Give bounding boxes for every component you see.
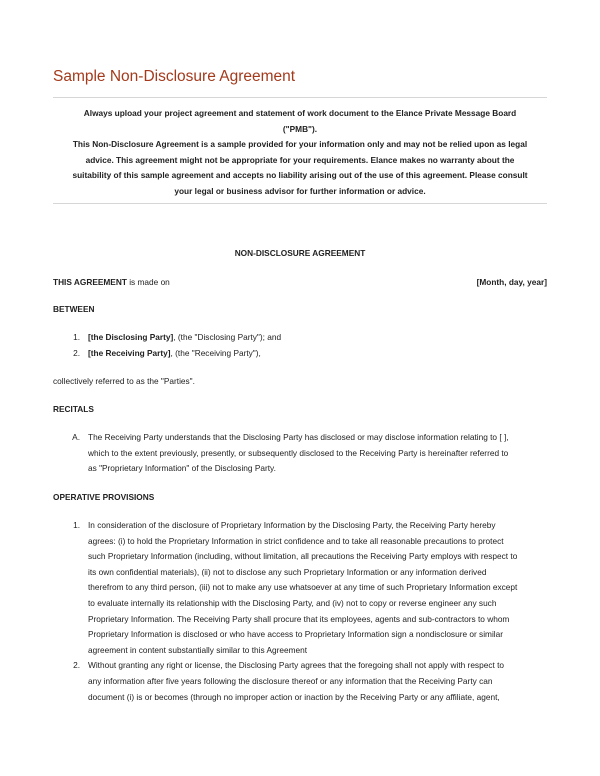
- paragraph-line: The Receiving Party understands that the Disclosing Party has disclosed or may disclose information relating to [ ],: [88, 432, 509, 442]
- list-item: [66, 658, 550, 705]
- party-name: [the Disclosing Party]: [88, 332, 174, 342]
- list-item: [66, 518, 550, 658]
- list-number: 1.: [73, 520, 80, 530]
- paragraph-line: Without granting any right or license, the Disclosing Party agrees that the foregoing shall not apply with respect to: [88, 660, 504, 671]
- paragraph-line: such Proprietary Information (including, without limitation, all precautions the Receiving Party employs with respect to: [88, 551, 518, 562]
- paragraph-line: as "Proprietary Information" of the Disclosing Party.: [88, 463, 276, 474]
- paragraph-line: agreement in content substantially similar to this Agreement: [88, 644, 308, 655]
- disclaimer-line: suitability of this sample agreement and accepts no liability arising out of the use of this agreement. Please consult: [72, 170, 528, 181]
- disclaimer-line: your legal or business advisor for further information or advice.: [174, 185, 426, 196]
- list-number: 2.: [73, 347, 80, 358]
- recitals-list: [66, 430, 550, 477]
- party-text: , (the "Receiving Party"),: [170, 347, 261, 358]
- list-number: A.: [72, 432, 80, 442]
- disclaimer-line: This Non-Disclosure Agreement is a sample provided for your information only and may not be relied upon as legal: [72, 139, 528, 150]
- agreement-intro: [53, 277, 170, 288]
- list-item: [66, 330, 550, 346]
- disclaimer-block: [53, 106, 547, 200]
- agreement-intro-text: is made on: [126, 277, 170, 287]
- paragraph-line: its own confidential materials), (ii) not to disclose any such Proprietary Information or any information derived: [88, 566, 487, 577]
- agreement-heading: NON-DISCLOSURE AGREEMENT: [234, 248, 366, 258]
- recitals-heading: RECITALS: [53, 404, 94, 414]
- paragraph-line: Proprietary Information. The Receiving Party shall procure that its employees, agents and sub-contractors to whom: [88, 613, 510, 624]
- list-item: [66, 430, 550, 477]
- disclaimer-line: advice. This agreement might not be appropriate for your requirements. Elance makes no warranty about the: [85, 154, 515, 165]
- party-name: [the Receiving Party]: [88, 347, 171, 358]
- document-title: Sample Non-Disclosure Agreement: [53, 68, 296, 85]
- paragraph-line: document (i) is or becomes (through no improper action or inaction by the Receiving Party or any affiliate, agent,: [88, 691, 500, 702]
- date-placeholder: [Month, day, year]: [476, 277, 547, 287]
- operative-list: [66, 518, 550, 705]
- paragraph-line: agrees: (i) to hold the Proprietary Information in strict confidence and to take all reasonable precautions to protect: [88, 535, 504, 546]
- paragraph-line: In consideration of the disclosure of Proprietary Information by the Disclosing Party, the Receiving Party hereby: [88, 520, 496, 530]
- between-heading: BETWEEN: [53, 304, 95, 314]
- agreement-label: THIS AGREEMENT: [53, 277, 127, 287]
- list-number: 1.: [73, 332, 80, 342]
- disclaimer-line: Always upload your project agreement and statement of work document to the Elance Private Message Board: [83, 108, 517, 118]
- collectively-text: collectively referred to as the "Parties".: [53, 376, 195, 386]
- party-text: , (the "Disclosing Party"); and: [173, 332, 282, 342]
- paragraph-line: therefrom to any third person, (iii) not to make any use whatsoever at any time of such Proprietary Information except: [88, 582, 518, 593]
- list-item: [66, 346, 550, 362]
- paragraph-line: to evaluate internally its relationship with the Disclosing Party, and (iv) not to copy or reverse engineer any such: [88, 597, 497, 608]
- list-number: 2.: [73, 660, 80, 671]
- top-divider: [53, 97, 547, 98]
- parties-list: [66, 330, 550, 361]
- paragraph-line: which to the extent previously, presently, or subsequently disclosed to the Receiving Party is hereinafter referred to: [88, 447, 509, 458]
- bottom-divider: [53, 203, 547, 204]
- disclaimer-line: ("PMB").: [282, 123, 318, 134]
- paragraph-line: Proprietary Information is disclosed or who have access to Proprietary Information sign a nondisclosure or similar: [88, 629, 504, 640]
- operative-heading: OPERATIVE PROVISIONS: [53, 492, 155, 502]
- paragraph-line: any information after five years following the disclosure thereof or any information that the Receiving Party can: [88, 675, 493, 686]
